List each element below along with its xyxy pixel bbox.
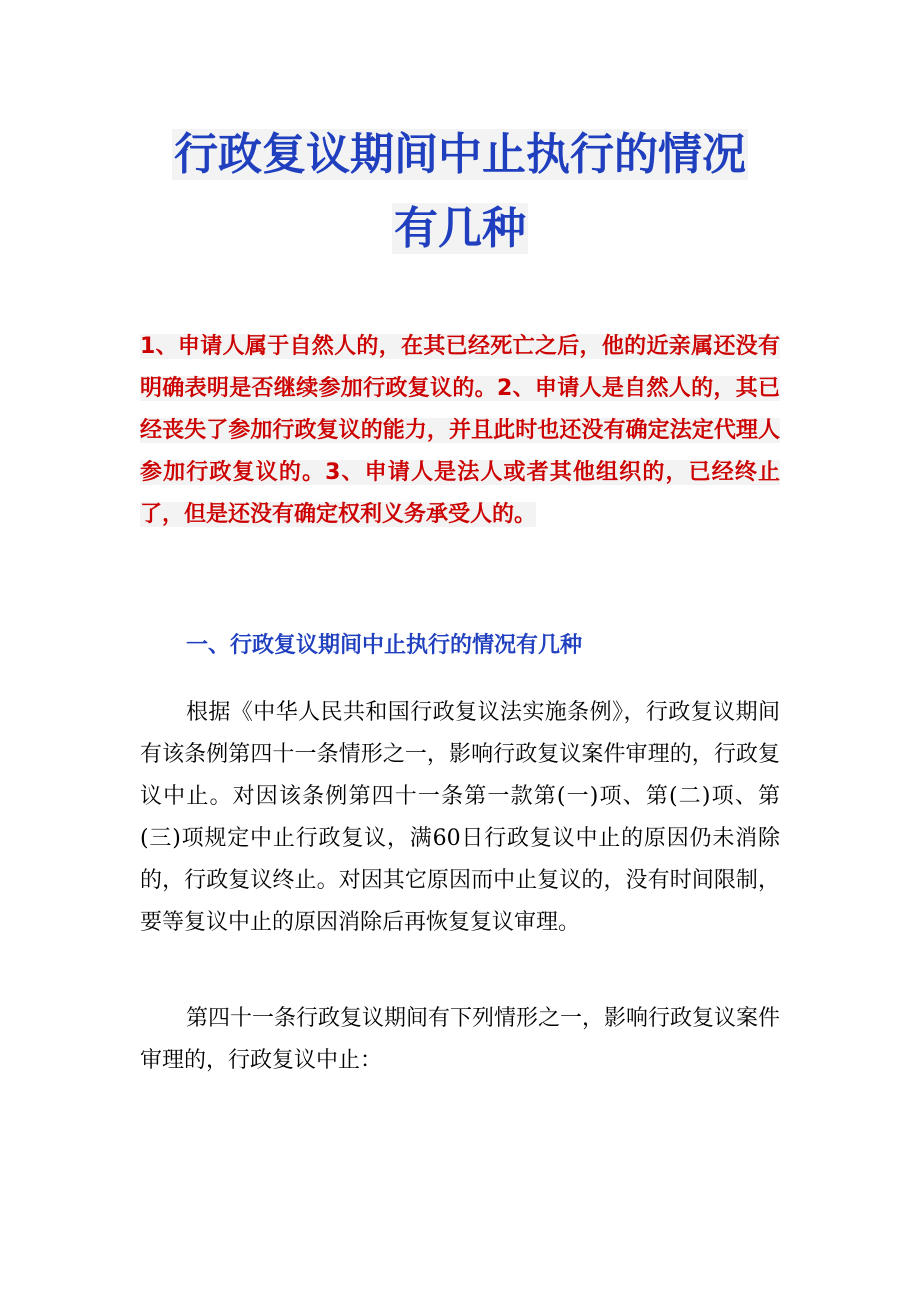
title-line-2: 有几种 xyxy=(394,203,526,254)
section-heading: 一、行政复议期间中止执行的情况有几种 xyxy=(186,633,583,658)
body-paragraph-2: 第四十一条行政复议期间有下列情形之一，影响行政复议案件审理的，行政复议中止： xyxy=(140,1006,781,1073)
body-paragraph-1: 根据《中华人民共和国行政复议法实施条例》，行政复议期间有该条例第四十一条情形之一，影响行政复议案件审理的，行政复议中止。对因该条例第四十一条第一款第(一)项、第(二)项、第(三)项规定中止行政复议，满60日行政复议中止的原因仍未消除的，行政复议终止。对因其它原因而中止复议的，没有时间限制，要等复议中止的原因消除后再恢复复议审理。 xyxy=(140,700,780,935)
summary-paragraph xyxy=(140,326,780,536)
title-line-1: 行政复议期间中止执行的情况 xyxy=(174,129,746,180)
summary-text: 1、申请人属于自然人的，在其已经死亡之后，他的近亲属还没有明确表明是否继续参加行政复议的。2、申请人是自然人的，其已经丧失了参加行政复议的能力，并且此时也还没有确定法定代理人参加行政复议的。3、申请人是法人或者其他组织的，已经终止了，但是还没有确定权利义务承受人的。 xyxy=(140,334,780,527)
page-title xyxy=(130,118,790,266)
